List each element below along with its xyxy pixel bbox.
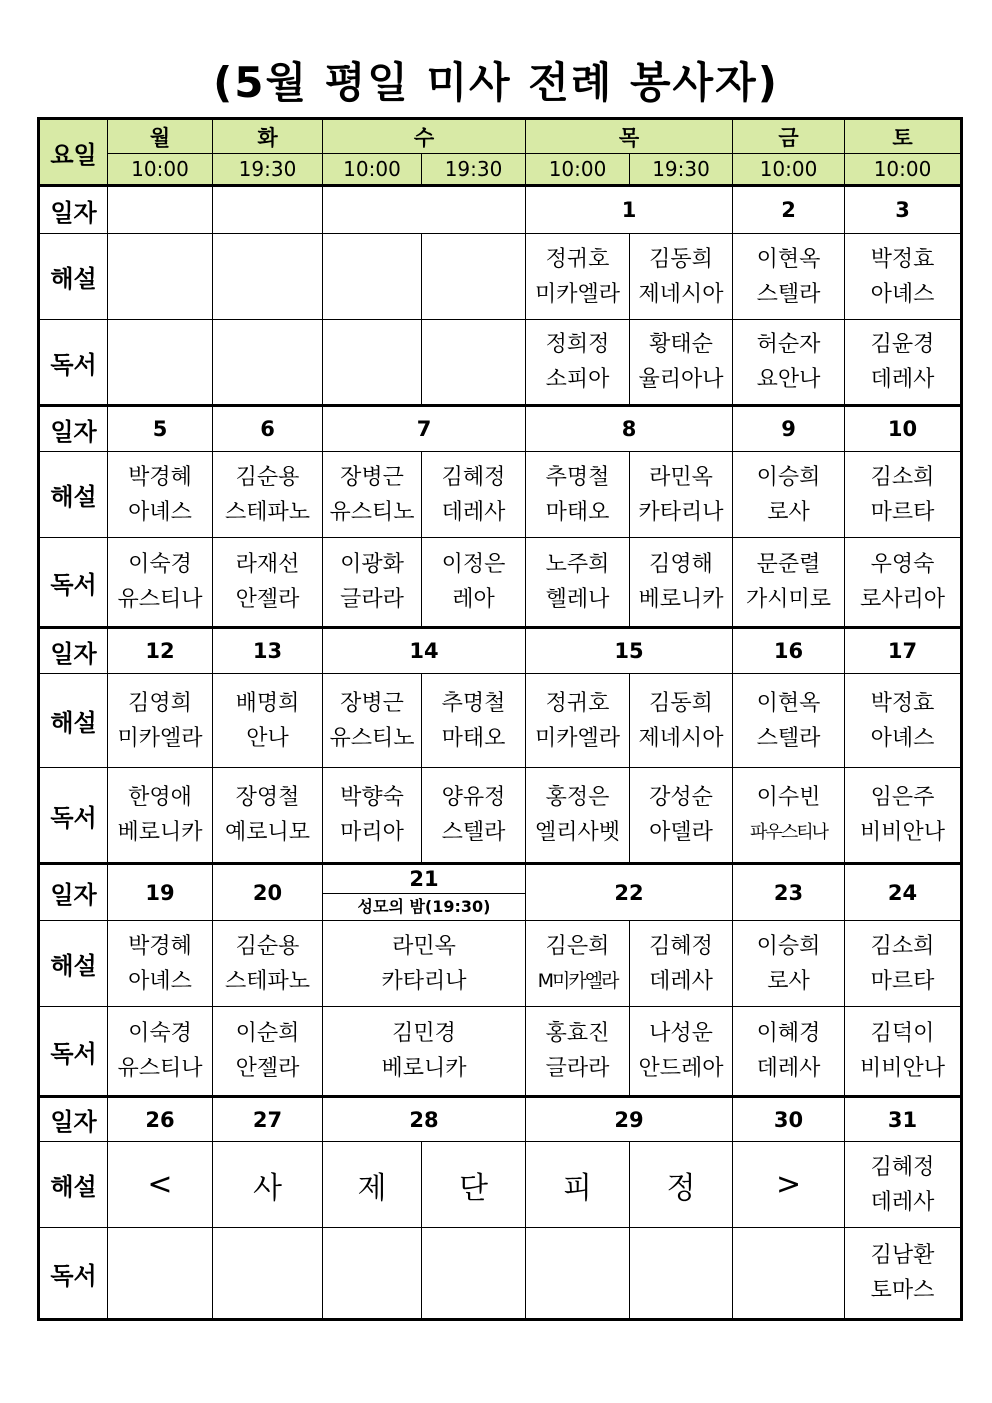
commentary-label: 해설 bbox=[39, 1142, 108, 1228]
volunteer-cell: 박정효 아녜스 bbox=[845, 674, 962, 768]
volunteer-cell: 박경혜 아녜스 bbox=[108, 452, 213, 538]
date-number: 21 bbox=[323, 866, 525, 894]
date-label: 일자 bbox=[39, 864, 108, 921]
volunteer-cell: 우영숙 로사리아 bbox=[845, 538, 962, 628]
date-cell: 20 bbox=[213, 864, 323, 921]
volunteer-cell: 정귀호 미카엘라 bbox=[526, 674, 630, 768]
empty-cell bbox=[630, 1228, 733, 1320]
reading-label: 독서 bbox=[39, 768, 108, 864]
date-cell-special bbox=[323, 864, 526, 921]
volunteer-cell: 박정효 아녜스 bbox=[845, 234, 962, 320]
volunteer-cell: 홍정은 엘리사벳 bbox=[526, 768, 630, 864]
volunteer-cell: 김덕이 비비안나 bbox=[845, 1007, 962, 1097]
volunteer-cell: 이승희 로사 bbox=[733, 921, 845, 1007]
date-cell: 31 bbox=[845, 1097, 962, 1142]
volunteer-cell: 이현옥 스텔라 bbox=[733, 674, 845, 768]
volunteer-cell: 이광화 글라라 bbox=[323, 538, 422, 628]
retreat-text: 사 bbox=[213, 1142, 323, 1228]
empty-cell bbox=[526, 1228, 630, 1320]
volunteer-cell: 이현옥 스텔라 bbox=[733, 234, 845, 320]
volunteer-cell: 이숙경 유스티나 bbox=[108, 1007, 213, 1097]
volunteer-cell bbox=[213, 234, 323, 320]
page-title: (5월 평일 미사 전례 봉사자) bbox=[213, 58, 779, 107]
volunteer-cell: 허순자 요안나 bbox=[733, 320, 845, 406]
volunteer-cell: 김동희 제네시아 bbox=[630, 234, 733, 320]
volunteer-cell bbox=[108, 320, 213, 406]
date-cell bbox=[213, 186, 323, 234]
time-wed1: 10:00 bbox=[323, 154, 422, 186]
volunteer-cell: 이수빈 파우스티나 bbox=[733, 768, 845, 864]
commentary-label: 해설 bbox=[39, 674, 108, 768]
volunteer-cell bbox=[422, 320, 526, 406]
volunteer-cell: 김소희 마르타 bbox=[845, 452, 962, 538]
volunteer-cell: 김남환 토마스 bbox=[845, 1228, 962, 1320]
day-thu: 목 bbox=[526, 119, 733, 154]
volunteer-cell: 라재선 안젤라 bbox=[213, 538, 323, 628]
volunteer-cell: 양유정 스텔라 bbox=[422, 768, 526, 864]
date-cell: 17 bbox=[845, 628, 962, 674]
empty-cell bbox=[323, 1228, 422, 1320]
retreat-text: 단 bbox=[422, 1142, 526, 1228]
date-cell: 29 bbox=[526, 1097, 733, 1142]
empty-cell bbox=[733, 1228, 845, 1320]
volunteer-cell: 라민옥 카타리나 bbox=[630, 452, 733, 538]
volunteer-cell: 장병근 유스티노 bbox=[323, 674, 422, 768]
commentary-label: 해설 bbox=[39, 452, 108, 538]
date-cell: 26 bbox=[108, 1097, 213, 1142]
volunteer-cell: 이정은 레아 bbox=[422, 538, 526, 628]
volunteer-cell: 김순용 스테파노 bbox=[213, 452, 323, 538]
volunteer-cell: 김혜정 데레사 bbox=[845, 1142, 962, 1228]
date-cell: 6 bbox=[213, 406, 323, 452]
volunteer-cell: 임은주 비비안나 bbox=[845, 768, 962, 864]
volunteer-cell: 김혜정 데레사 bbox=[422, 452, 526, 538]
empty-cell bbox=[108, 1228, 213, 1320]
date-cell: 28 bbox=[323, 1097, 526, 1142]
time-fri: 10:00 bbox=[733, 154, 845, 186]
date-cell: 12 bbox=[108, 628, 213, 674]
date-cell: 30 bbox=[733, 1097, 845, 1142]
volunteer-cell: 장병근 유스티노 bbox=[323, 452, 422, 538]
volunteer-cell bbox=[323, 234, 422, 320]
reading-label: 독서 bbox=[39, 1007, 108, 1097]
volunteer-cell: 이승희 로사 bbox=[733, 452, 845, 538]
volunteer-cell: 추명철 마태오 bbox=[526, 452, 630, 538]
volunteer-cell: 박향숙 마리아 bbox=[323, 768, 422, 864]
date-cell: 5 bbox=[108, 406, 213, 452]
date-cell: 15 bbox=[526, 628, 733, 674]
volunteer-cell bbox=[108, 234, 213, 320]
commentary-label: 해설 bbox=[39, 921, 108, 1007]
volunteer-cell: 이숙경 유스티나 bbox=[108, 538, 213, 628]
volunteer-cell bbox=[213, 320, 323, 406]
volunteer-cell: 이혜경 데레사 bbox=[733, 1007, 845, 1097]
volunteer-cell: 김영희 미카엘라 bbox=[108, 674, 213, 768]
date-cell bbox=[108, 186, 213, 234]
volunteer-cell: 김영해 베로니카 bbox=[630, 538, 733, 628]
date-cell: 7 bbox=[323, 406, 526, 452]
date-cell: 13 bbox=[213, 628, 323, 674]
volunteer-cell: 노주희 헬레나 bbox=[526, 538, 630, 628]
day-fri: 금 bbox=[733, 119, 845, 154]
volunteer-cell: 김순용 스테파노 bbox=[213, 921, 323, 1007]
date-label: 일자 bbox=[39, 186, 108, 234]
reading-label: 독서 bbox=[39, 320, 108, 406]
volunteer-cell: 추명철 마태오 bbox=[422, 674, 526, 768]
time-mon: 10:00 bbox=[108, 154, 213, 186]
volunteer-cell: 이순희 안젤라 bbox=[213, 1007, 323, 1097]
retreat-text: > bbox=[733, 1142, 845, 1228]
date-label: 일자 bbox=[39, 406, 108, 452]
volunteer-cell: 배명희 안나 bbox=[213, 674, 323, 768]
volunteer-cell: 강성순 아델라 bbox=[630, 768, 733, 864]
day-mon: 월 bbox=[108, 119, 213, 154]
retreat-text: < bbox=[108, 1142, 213, 1228]
time-tue: 19:30 bbox=[213, 154, 323, 186]
volunteer-cell: 문준렬 가시미로 bbox=[733, 538, 845, 628]
volunteer-cell bbox=[323, 320, 422, 406]
date-cell: 3 bbox=[845, 186, 962, 234]
volunteer-cell: 홍효진 글라라 bbox=[526, 1007, 630, 1097]
weekday-label: 요일 bbox=[39, 119, 108, 186]
reading-label: 독서 bbox=[39, 1228, 108, 1320]
volunteer-cell: 김윤경 데레사 bbox=[845, 320, 962, 406]
day-tue: 화 bbox=[213, 119, 323, 154]
volunteer-cell: 김동희 제네시아 bbox=[630, 674, 733, 768]
date-cell bbox=[323, 186, 526, 234]
retreat-text: 제 bbox=[323, 1142, 422, 1228]
schedule-table bbox=[37, 117, 963, 1321]
date-cell: 22 bbox=[526, 864, 733, 921]
date-cell: 10 bbox=[845, 406, 962, 452]
date-cell: 19 bbox=[108, 864, 213, 921]
volunteer-cell: 황태순 율리아나 bbox=[630, 320, 733, 406]
date-label: 일자 bbox=[39, 1097, 108, 1142]
date-cell: 14 bbox=[323, 628, 526, 674]
date-label: 일자 bbox=[39, 628, 108, 674]
volunteer-cell: 한영애 베로니카 bbox=[108, 768, 213, 864]
reading-label: 독서 bbox=[39, 538, 108, 628]
commentary-label: 해설 bbox=[39, 234, 108, 320]
date-cell: 24 bbox=[845, 864, 962, 921]
volunteer-cell: 라민옥 카타리나 bbox=[323, 921, 526, 1007]
empty-cell bbox=[213, 1228, 323, 1320]
volunteer-cell bbox=[422, 234, 526, 320]
volunteer-cell: 정귀호 미카엘라 bbox=[526, 234, 630, 320]
retreat-text: 정 bbox=[630, 1142, 733, 1228]
empty-cell bbox=[422, 1228, 526, 1320]
date-cell: 23 bbox=[733, 864, 845, 921]
day-wed: 수 bbox=[323, 119, 526, 154]
volunteer-cell: 박경혜 아녜스 bbox=[108, 921, 213, 1007]
volunteer-cell: 김소희 마르타 bbox=[845, 921, 962, 1007]
volunteer-cell: 나성운 안드레아 bbox=[630, 1007, 733, 1097]
date-cell: 27 bbox=[213, 1097, 323, 1142]
time-wed2: 19:30 bbox=[422, 154, 526, 186]
volunteer-cell: 김혜정 데레사 bbox=[630, 921, 733, 1007]
date-cell: 1 bbox=[526, 186, 733, 234]
volunteer-cell: 김민경 베로니카 bbox=[323, 1007, 526, 1097]
time-thu2: 19:30 bbox=[630, 154, 733, 186]
date-note: 성모의 밤(19:30) bbox=[357, 896, 491, 916]
time-thu1: 10:00 bbox=[526, 154, 630, 186]
date-cell: 9 bbox=[733, 406, 845, 452]
date-cell: 8 bbox=[526, 406, 733, 452]
day-sat: 토 bbox=[845, 119, 962, 154]
volunteer-cell: 김은희 M미카엘라 bbox=[526, 921, 630, 1007]
retreat-text: 피 bbox=[526, 1142, 630, 1228]
date-cell: 16 bbox=[733, 628, 845, 674]
volunteer-cell: 정희정 소피아 bbox=[526, 320, 630, 406]
time-sat: 10:00 bbox=[845, 154, 962, 186]
date-cell: 2 bbox=[733, 186, 845, 234]
volunteer-cell: 장영철 예로니모 bbox=[213, 768, 323, 864]
